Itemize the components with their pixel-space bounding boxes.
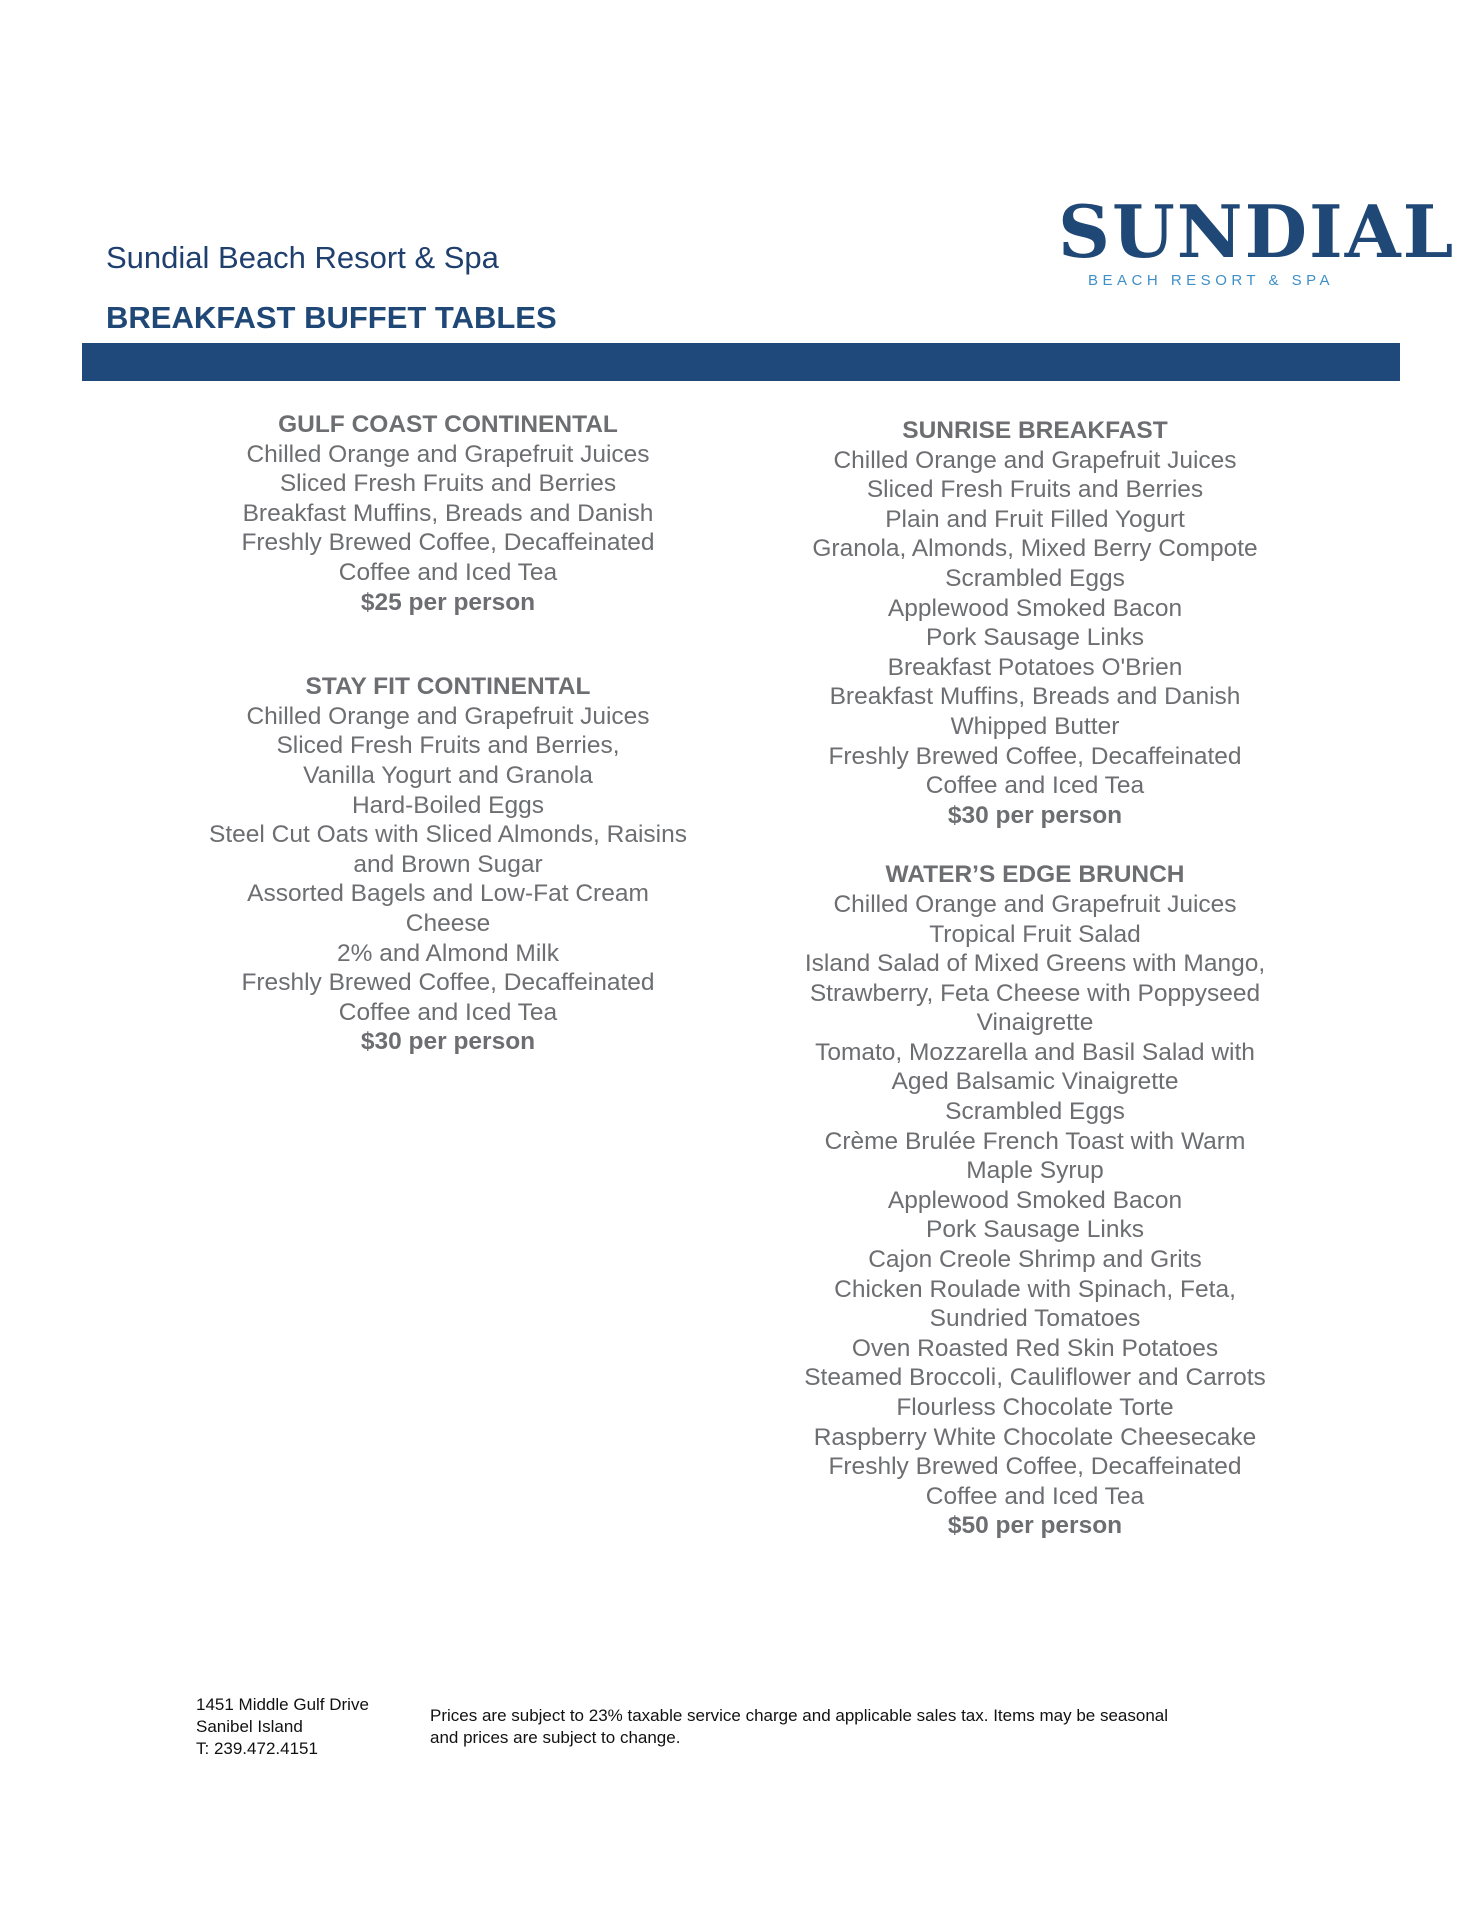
menu-item: Plain and Fruit Filled Yogurt (885, 505, 1185, 533)
header-banner (82, 343, 1400, 381)
menu-price: $30 per person (360, 1028, 536, 1056)
menu-item: Breakfast Muffins, Breads and Danish (829, 683, 1241, 711)
footer-address (196, 1694, 369, 1760)
menu-item: Chilled Orange and Grapefruit Juices (833, 890, 1237, 918)
note-line: Prices are subject to 23% taxable service charge and applicable sales tax. Items may be seasonal (430, 1706, 1169, 1725)
menu-item: Cajon Creole Shrimp and Grits (868, 1246, 1202, 1274)
menu-item: Pork Sausage Links (926, 1216, 1144, 1244)
menu-item: Steel Cut Oats with Sliced Almonds, Raisins (209, 821, 687, 849)
menu-item: Sliced Fresh Fruits and Berries (279, 470, 617, 498)
menu-item: Pork Sausage Links (926, 624, 1144, 652)
menu-price: $50 per person (947, 1512, 1123, 1540)
menu-item: Sundried Tomatoes (929, 1305, 1141, 1333)
menu-item: Sliced Fresh Fruits and Berries, (276, 732, 620, 760)
menu-item: Island Salad of Mixed Greens with Mango, (804, 950, 1266, 978)
menu-title: STAY FIT CONTINENTAL (305, 673, 591, 701)
menu-item: Coffee and Iced Tea (338, 558, 558, 586)
menu-item: Freshly Brewed Coffee, Decaffeinated (828, 1453, 1242, 1481)
address-street: 1451 Middle Gulf Drive (196, 1695, 369, 1714)
menu-item: Coffee and Iced Tea (925, 772, 1145, 800)
menu-price: $25 per person (360, 588, 536, 616)
address-phone: T: 239.472.4151 (196, 1739, 318, 1758)
menu-item: Freshly Brewed Coffee, Decaffeinated (241, 529, 655, 557)
menu-item: Breakfast Muffins, Breads and Danish (242, 499, 654, 527)
menu-item: Assorted Bagels and Low-Fat Cream (247, 880, 649, 908)
menu-item: Vanilla Yogurt and Granola (303, 761, 593, 789)
menu-item: Hard-Boiled Eggs (351, 791, 545, 819)
menu-item: Strawberry, Feta Cheese with Poppyseed (809, 979, 1261, 1007)
menu-item: Chilled Orange and Grapefruit Juices (246, 440, 650, 468)
menu-item: Scrambled Eggs (945, 1098, 1125, 1126)
logo-subtitle: BEACH RESORT & SPA (1088, 272, 1335, 289)
address-city: Sanibel Island (196, 1717, 303, 1736)
menu-item: and Brown Sugar (353, 850, 543, 878)
menu-item: Oven Roasted Red Skin Potatoes (851, 1334, 1219, 1362)
menu-item: Coffee and Iced Tea (338, 998, 558, 1026)
menu-item: Sliced Fresh Fruits and Berries (866, 476, 1204, 504)
menu-price: $30 per person (947, 801, 1123, 829)
menu-item: Chicken Roulade with Spinach, Feta, (834, 1275, 1236, 1303)
menu-item: Scrambled Eggs (945, 564, 1125, 592)
menu-item: Chilled Orange and Grapefruit Juices (246, 702, 650, 730)
page-title: BREAKFAST BUFFET TABLES (106, 300, 557, 335)
menu-item: 2% and Almond Milk (337, 939, 559, 967)
menu-item: Crème Brulée French Toast with Warm (824, 1127, 1246, 1155)
menu-item: Vinaigrette (976, 1009, 1094, 1037)
menu-item: Applewood Smoked Bacon (887, 594, 1183, 622)
menu-item: Granola, Almonds, Mixed Berry Compote (812, 535, 1258, 563)
menu-item: Breakfast Potatoes O'Brien (887, 653, 1183, 681)
menu-sunrise-breakfast (755, 416, 1315, 830)
menu-item: Applewood Smoked Bacon (887, 1186, 1183, 1214)
menu-title: WATER’S EDGE BRUNCH (885, 861, 1185, 889)
note-line: and prices are subject to change. (430, 1728, 681, 1747)
left-menu-column (168, 410, 728, 1057)
right-menu-column (755, 416, 1315, 1541)
menu-item: Whipped Butter (950, 712, 1120, 740)
menu-item: Coffee and Iced Tea (925, 1482, 1145, 1510)
menu-item: Raspberry White Chocolate Cheesecake (813, 1423, 1257, 1451)
menu-waters-edge-brunch (755, 860, 1315, 1541)
menu-item: Tomato, Mozzarella and Basil Salad with (815, 1038, 1255, 1066)
menu-item: Aged Balsamic Vinaigrette (891, 1068, 1179, 1096)
menu-item: Steamed Broccoli, Cauliflower and Carrots (804, 1364, 1266, 1392)
menu-item: Maple Syrup (966, 1157, 1104, 1185)
menu-item: Flourless Chocolate Torte (896, 1394, 1174, 1421)
menu-item: Cheese (405, 909, 491, 937)
menu-item: Tropical Fruit Salad (929, 920, 1141, 948)
menu-gulf-coast-continental (168, 410, 728, 617)
footer-pricing-note (430, 1705, 1270, 1749)
menu-item: Chilled Orange and Grapefruit Juices (833, 446, 1237, 474)
menu-title: SUNRISE BREAKFAST (902, 417, 1168, 444)
logo-wordmark: SUNDIAL (1058, 189, 1456, 274)
menu-item: Freshly Brewed Coffee, Decaffeinated (241, 969, 655, 997)
menu-item: Freshly Brewed Coffee, Decaffeinated (828, 742, 1242, 770)
sundial-logo (1058, 189, 1456, 296)
menu-stay-fit-continental (168, 672, 728, 1057)
venue-name: Sundial Beach Resort & Spa (106, 240, 499, 275)
menu-title: GULF COAST CONTINENTAL (278, 411, 618, 438)
